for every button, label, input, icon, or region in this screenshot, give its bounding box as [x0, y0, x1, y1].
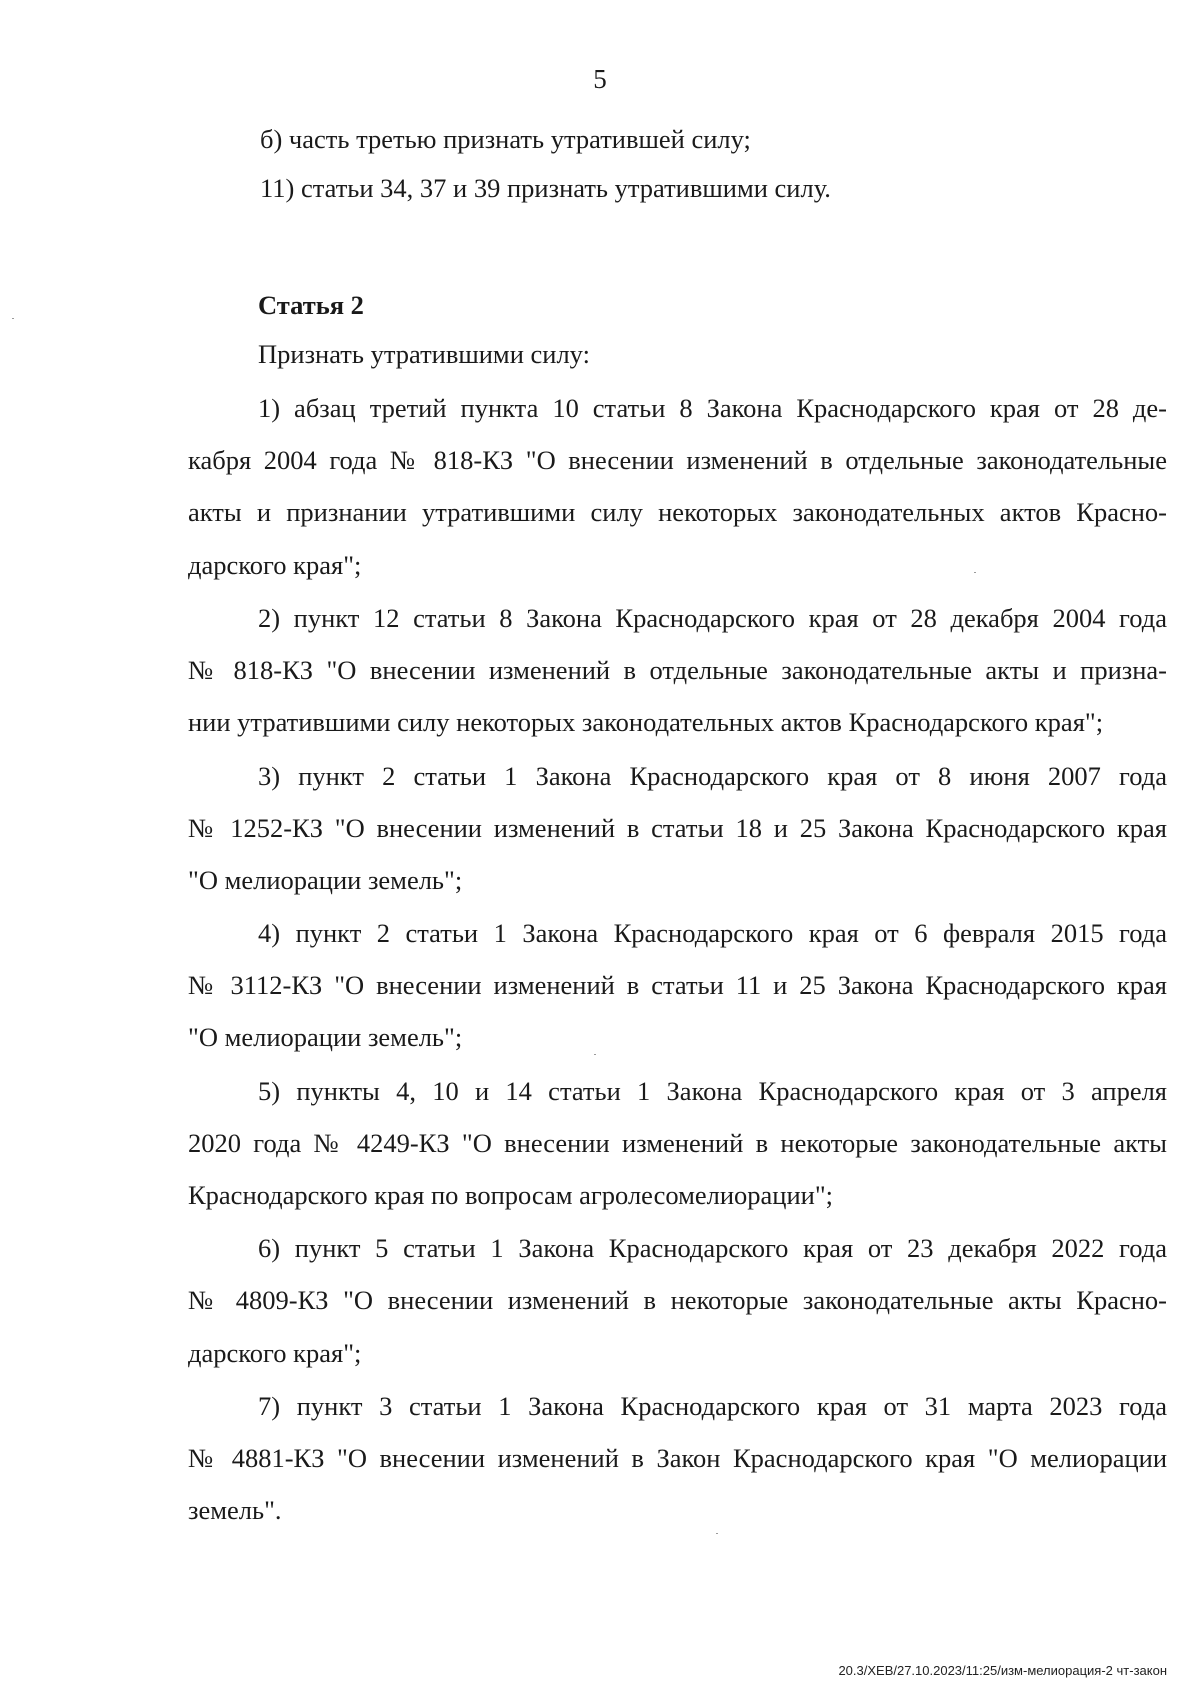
text-line: 4) пункт 2 статьи 1 Закона Краснодарского края от 6 февраля 2015 года: [258, 918, 1167, 948]
scan-speck: [594, 1054, 596, 1055]
text-line: 2) пункт 12 статьи 8 Закона Краснодарского края от 28 декабря 2004 года: [258, 603, 1167, 633]
text-line: № 4881-КЗ "О внесении изменений в Закон Краснодарского края "О мелиорации: [188, 1443, 1167, 1473]
text-line: Краснодарского края по вопросам агролесомелиорации";: [188, 1180, 834, 1210]
document-footer-code: 20.3/ХЕВ/27.10.2023/11:25/изм-мелиорация-2 чт-закон: [838, 1663, 1167, 1678]
text-line: дарского края";: [188, 1338, 362, 1368]
text-line: "О мелиорации земель";: [188, 865, 463, 895]
text-line: 1) абзац третий пункта 10 статьи 8 Закона Краснодарского края от 28 де-: [258, 393, 1167, 423]
scan-speck: [12, 318, 14, 319]
text-line: 6) пункт 5 статьи 1 Закона Краснодарского края от 23 декабря 2022 года: [258, 1233, 1167, 1263]
page-number: 5: [593, 64, 607, 94]
text-line: № 1252-КЗ "О внесении изменений в статьи 18 и 25 Закона Краснодарского края: [188, 813, 1167, 843]
text-line: кабря 2004 года № 818-КЗ "О внесении изменений в отдельные законодательные: [188, 445, 1167, 475]
scan-speck: [716, 1533, 718, 1534]
article-heading: Статья 2: [258, 290, 364, 320]
text-line: 5) пункты 4, 10 и 14 статьи 1 Закона Краснодарского края от 3 апреля: [258, 1076, 1167, 1106]
scan-speck: [974, 572, 976, 573]
text-line: № 4809-КЗ "О внесении изменений в некоторые законодательные акты Красно-: [188, 1285, 1167, 1315]
text-line: № 818-КЗ "О внесении изменений в отдельные законодательные акты и призна-: [188, 655, 1167, 685]
text-line: нии утратившими силу некоторых законодательных актов Краснодарского края";: [188, 707, 1104, 737]
text-line: 2020 года № 4249-КЗ "О внесении изменений в некоторые законодательные акты: [188, 1128, 1167, 1158]
text-line: б) часть третью признать утратившей силу;: [260, 124, 751, 154]
text-line: 3) пункт 2 статьи 1 Закона Краснодарского края от 8 июня 2007 года: [258, 761, 1167, 791]
text-line: дарского края";: [188, 550, 362, 580]
text-line: земель".: [188, 1495, 282, 1525]
text-line: "О мелиорации земель";: [188, 1022, 463, 1052]
text-line: № 3112-КЗ "О внесении изменений в статьи 11 и 25 Закона Краснодарского края: [188, 970, 1167, 1000]
text-line: 7) пункт 3 статьи 1 Закона Краснодарского края от 31 марта 2023 года: [258, 1391, 1167, 1421]
text-line: 11) статьи 34, 37 и 39 признать утратившими силу.: [260, 173, 831, 203]
text-line: Признать утратившими силу:: [258, 339, 590, 369]
text-line: акты и признании утратившими силу некоторых законодательных актов Красно-: [188, 497, 1167, 527]
